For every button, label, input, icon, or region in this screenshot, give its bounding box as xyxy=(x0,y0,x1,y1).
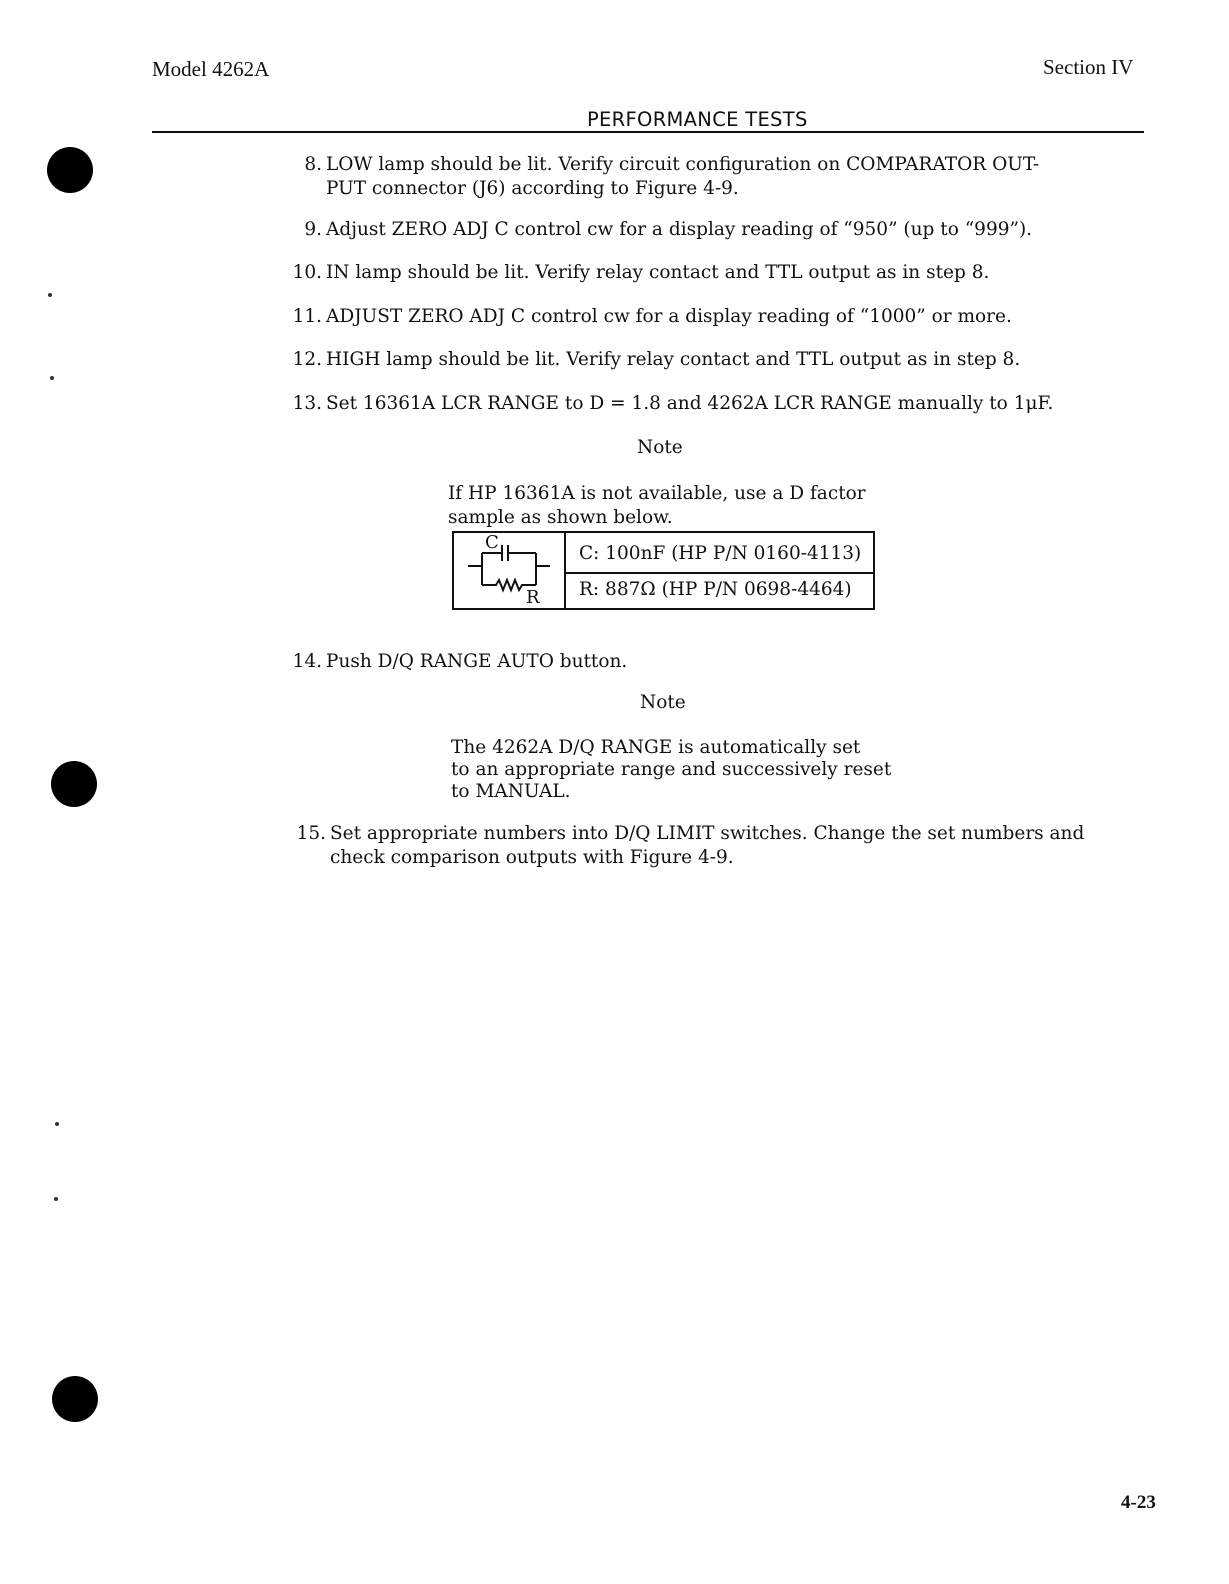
step-number: 14. xyxy=(292,651,322,672)
resistor-part-text: R: 887Ω (HP P/N 0698-4464) xyxy=(579,579,852,600)
step-9 xyxy=(290,217,1090,243)
note-heading: Note xyxy=(640,692,686,713)
step-11 xyxy=(290,304,1090,330)
step-10 xyxy=(290,260,1090,286)
scan-speck xyxy=(55,1122,59,1126)
note-text: The 4262A D/Q RANGE is automatically set xyxy=(451,737,861,758)
note-heading: Note xyxy=(637,437,683,458)
step-14 xyxy=(290,649,1090,675)
resistor-label: R xyxy=(526,587,540,608)
note-text: sample as shown below. xyxy=(448,507,673,528)
step-text: HIGH lamp should be lit. Verify relay contact and TTL output as in step 8. xyxy=(326,349,1021,370)
page-title: PERFORMANCE TESTS xyxy=(587,108,808,131)
step-text: Set 16361A LCR RANGE to D = 1.8 and 4262A LCR RANGE manually to 1μF. xyxy=(326,393,1054,414)
resistor-row xyxy=(566,574,873,608)
step-number: 13. xyxy=(292,393,322,414)
capacitor-label: C xyxy=(485,532,499,553)
rc-parallel-schematic-icon xyxy=(454,533,564,608)
step-text-continued: PUT connector (J6) according to Figure 4-9. xyxy=(326,178,739,199)
step-text: Push D/Q RANGE AUTO button. xyxy=(326,651,628,672)
step-number: 12. xyxy=(292,349,322,370)
step-text: IN lamp should be lit. Verify relay contact and TTL output as in step 8. xyxy=(326,262,990,283)
scan-speck xyxy=(50,376,54,380)
step-text: ADJUST ZERO ADJ C control cw for a display reading of “1000” or more. xyxy=(326,306,1012,327)
step-text-continued: check comparison outputs with Figure 4-9. xyxy=(330,847,734,868)
step-text: LOW lamp should be lit. Verify circuit configuration on COMPARATOR OUT- xyxy=(326,154,1040,175)
binder-hole-bottom xyxy=(52,1376,98,1422)
step-number: 10. xyxy=(292,262,322,283)
step-number: 8. xyxy=(304,154,322,175)
capacitor-part-text: C: 100nF (HP P/N 0160-4113) xyxy=(579,543,862,564)
binder-hole-middle xyxy=(51,761,97,807)
binder-hole-top xyxy=(47,147,93,193)
title-rule xyxy=(152,131,1144,133)
d-factor-sample-table xyxy=(452,531,875,610)
scan-speck xyxy=(48,293,52,297)
model-label: Model 4262A xyxy=(152,57,270,81)
step-number: 9. xyxy=(304,219,322,240)
step-12 xyxy=(290,347,1090,373)
step-8 xyxy=(290,152,1090,202)
note-text: If HP 16361A is not available, use a D factor xyxy=(448,483,866,504)
step-text: Adjust ZERO ADJ C control cw for a display reading of “950” (up to “999”). xyxy=(326,219,1033,240)
step-number: 15. xyxy=(296,823,326,844)
page-number: 4-23 xyxy=(1121,1492,1156,1513)
scan-speck xyxy=(54,1197,58,1201)
step-15 xyxy=(294,821,1094,871)
section-label: Section IV xyxy=(1043,55,1134,79)
note-text: to MANUAL. xyxy=(451,781,571,802)
note-text: to an appropriate range and successively reset xyxy=(451,759,892,780)
step-text: Set appropriate numbers into D/Q LIMIT switches. Change the set numbers and xyxy=(330,823,1085,844)
capacitor-row xyxy=(566,533,873,574)
rc-schematic-cell xyxy=(454,533,566,608)
step-number: 11. xyxy=(292,306,322,327)
step-13 xyxy=(290,391,1090,417)
